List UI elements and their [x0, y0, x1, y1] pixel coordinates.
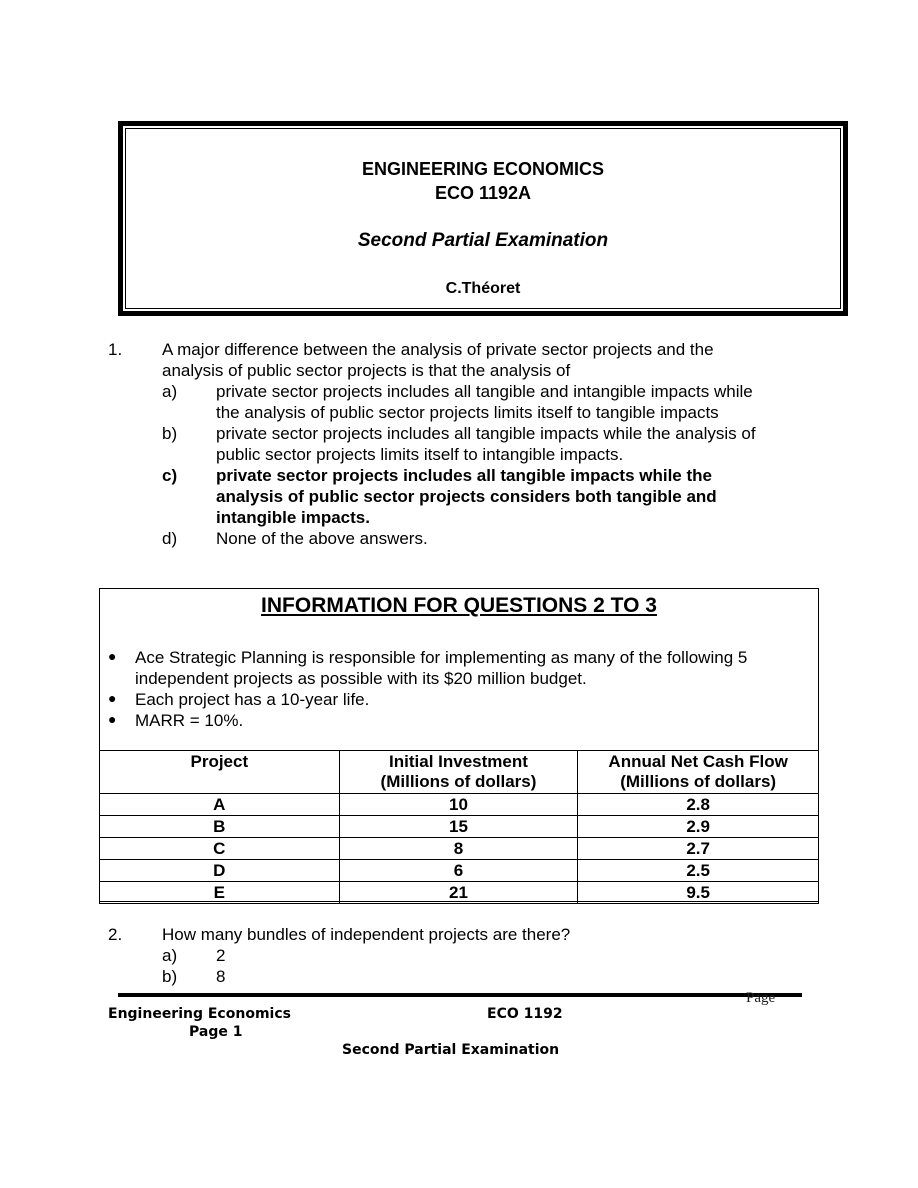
- info-title: INFORMATION FOR QUESTIONS 2 TO 3: [261, 594, 657, 617]
- option-text: 2: [216, 946, 226, 965]
- option-text-line-answer: analysis of public sector projects considers both tangible and: [216, 487, 717, 506]
- header-initial-investment: [339, 751, 578, 794]
- bullet-text-line: MARR = 10%.: [135, 711, 244, 730]
- bullet-icon: ●: [108, 711, 117, 727]
- table-cell: 15: [339, 816, 578, 838]
- option-text-line: the analysis of public sector projects limits itself to tangible impacts: [216, 403, 719, 422]
- table-cell: E: [100, 882, 340, 904]
- bullet-icon: ●: [108, 690, 117, 706]
- header-line: Annual Net Cash Flow: [608, 752, 788, 771]
- option-letter: b): [162, 424, 178, 443]
- option-text: 8: [216, 967, 226, 986]
- option-text-line-answer: private sector projects includes all tangible impacts while the: [216, 466, 712, 485]
- header-line: (Millions of dollars): [380, 772, 537, 791]
- option-letter: b): [162, 967, 178, 986]
- table-row: [100, 860, 819, 882]
- bullet-text-line: Each project has a 10-year life.: [135, 690, 370, 709]
- course-code: ECO 1192A: [434, 183, 532, 203]
- table-header-row: [100, 751, 819, 794]
- info-box: [99, 588, 819, 902]
- footer-divider: [118, 993, 802, 997]
- option-text-line: private sector projects includes all tangible and intangible impacts while: [216, 382, 753, 401]
- table-cell: A: [100, 794, 340, 816]
- bullet-text-line: Ace Strategic Planning is responsible for implementing as many of the following 5: [135, 648, 748, 667]
- footer-course: Engineering Economics: [108, 1006, 291, 1022]
- bullet-text-line: independent projects as possible with its $20 million budget.: [135, 669, 587, 688]
- table-row: [100, 816, 819, 838]
- option-letter: a): [162, 946, 178, 965]
- footer-page-word: Page: [746, 990, 776, 1006]
- option-letter: d): [162, 529, 178, 548]
- option-letter: a): [162, 382, 178, 401]
- table-row: [100, 882, 819, 904]
- table-cell: 2.5: [578, 860, 819, 882]
- bullet-icon: ●: [108, 648, 117, 664]
- projects-table: [99, 750, 819, 904]
- header-line: Project: [190, 752, 249, 771]
- table-cell: 9.5: [578, 882, 819, 904]
- option-text-line-answer: intangible impacts.: [216, 508, 370, 527]
- option-text-line: private sector projects includes all tangible impacts while the analysis of: [216, 424, 756, 443]
- question-text-line: analysis of public sector projects is that the analysis of: [162, 361, 571, 380]
- exam-title: Second Partial Examination: [357, 230, 609, 251]
- footer-page-number: Page 1: [189, 1024, 243, 1040]
- table-cell: 21: [339, 882, 578, 904]
- option-text-line: public sector projects limits itself to intangible impacts.: [216, 445, 624, 464]
- header-line: (Millions of dollars): [620, 772, 777, 791]
- author-name: C.Théoret: [445, 280, 521, 297]
- question-number: 2.: [108, 925, 123, 944]
- table-cell: 6: [339, 860, 578, 882]
- table-cell: 2.8: [578, 794, 819, 816]
- question-number: 1.: [108, 340, 123, 359]
- table-row: [100, 794, 819, 816]
- option-text-line: None of the above answers.: [216, 529, 428, 548]
- table-cell: 10: [339, 794, 578, 816]
- table-cell: 2.7: [578, 838, 819, 860]
- course-title: ENGINEERING ECONOMICS: [361, 159, 605, 179]
- table-row: [100, 838, 819, 860]
- header-project: [100, 751, 340, 794]
- question-text: How many bundles of independent projects are there?: [162, 925, 571, 944]
- table-cell: 8: [339, 838, 578, 860]
- option-letter-answer: c): [162, 466, 178, 485]
- header-annual-cash-flow: [578, 751, 819, 794]
- title-box: [118, 121, 848, 316]
- footer-code: ECO 1192: [487, 1006, 563, 1022]
- table-cell: B: [100, 816, 340, 838]
- title-box-inner: [125, 128, 841, 309]
- table-cell: 2.9: [578, 816, 819, 838]
- question-text-line: A major difference between the analysis of private sector projects and the: [162, 340, 714, 359]
- header-line: Initial Investment: [389, 752, 528, 771]
- footer-exam-title: Second Partial Examination: [342, 1042, 560, 1058]
- table-cell: C: [100, 838, 340, 860]
- table-cell: D: [100, 860, 340, 882]
